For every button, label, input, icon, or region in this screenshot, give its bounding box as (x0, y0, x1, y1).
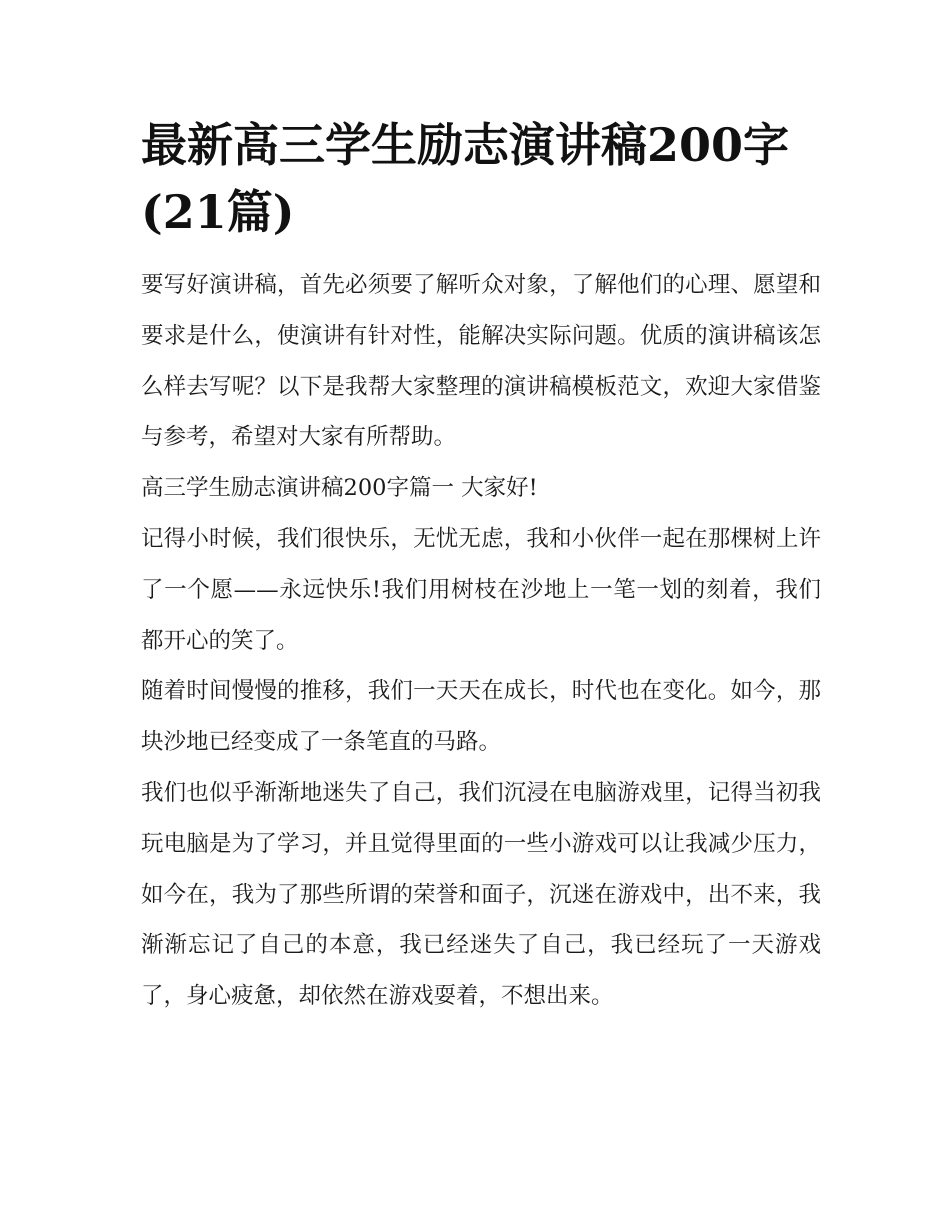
body-paragraph: 随着时间慢慢的推移，我们一天天在成长，时代也在变化。如今，那块沙地已经变成了一条笔直的马路。 (141, 678, 821, 756)
document-body (141, 112, 821, 1022)
intro-paragraph: 要写好演讲稿，首先必须要了解听众对象，了解他们的心理、愿望和要求是什么，使演讲有针对性，能解决实际问题。优质的演讲稿该怎么样去写呢？以下是我帮大家整理的演讲稿模板范文，欢迎大家借鉴与参考，希望对大家有所帮助。 (141, 272, 821, 451)
body-paragraph: 我们也似乎渐渐地迷失了自己，我们沉浸在电脑游戏里，记得当初我玩电脑是为了学习，并且觉得里面的一些小游戏可以让我减少压力，如今在，我为了那些所谓的荣誉和面子，沉迷在游戏中，出不来，我渐渐忘记了自己的本意，我已经迷失了自己，我已经玩了一天游戏了，身心疲惫，却依然在游戏耍着，不想出来。 (141, 779, 821, 1010)
document-title: 最新高三学生励志演讲稿200字(21篇) (141, 118, 790, 239)
section-heading-paragraph: 高三学生励志演讲稿200字篇一 大家好! (141, 475, 538, 502)
body-paragraph: 记得小时候，我们很快乐，无忧无虑，我和小伙伴一起在那棵树上许了一个愿——永远快乐!我们用树枝在沙地上一笔一划的刻着，我们都开心的笑了。 (141, 525, 821, 654)
